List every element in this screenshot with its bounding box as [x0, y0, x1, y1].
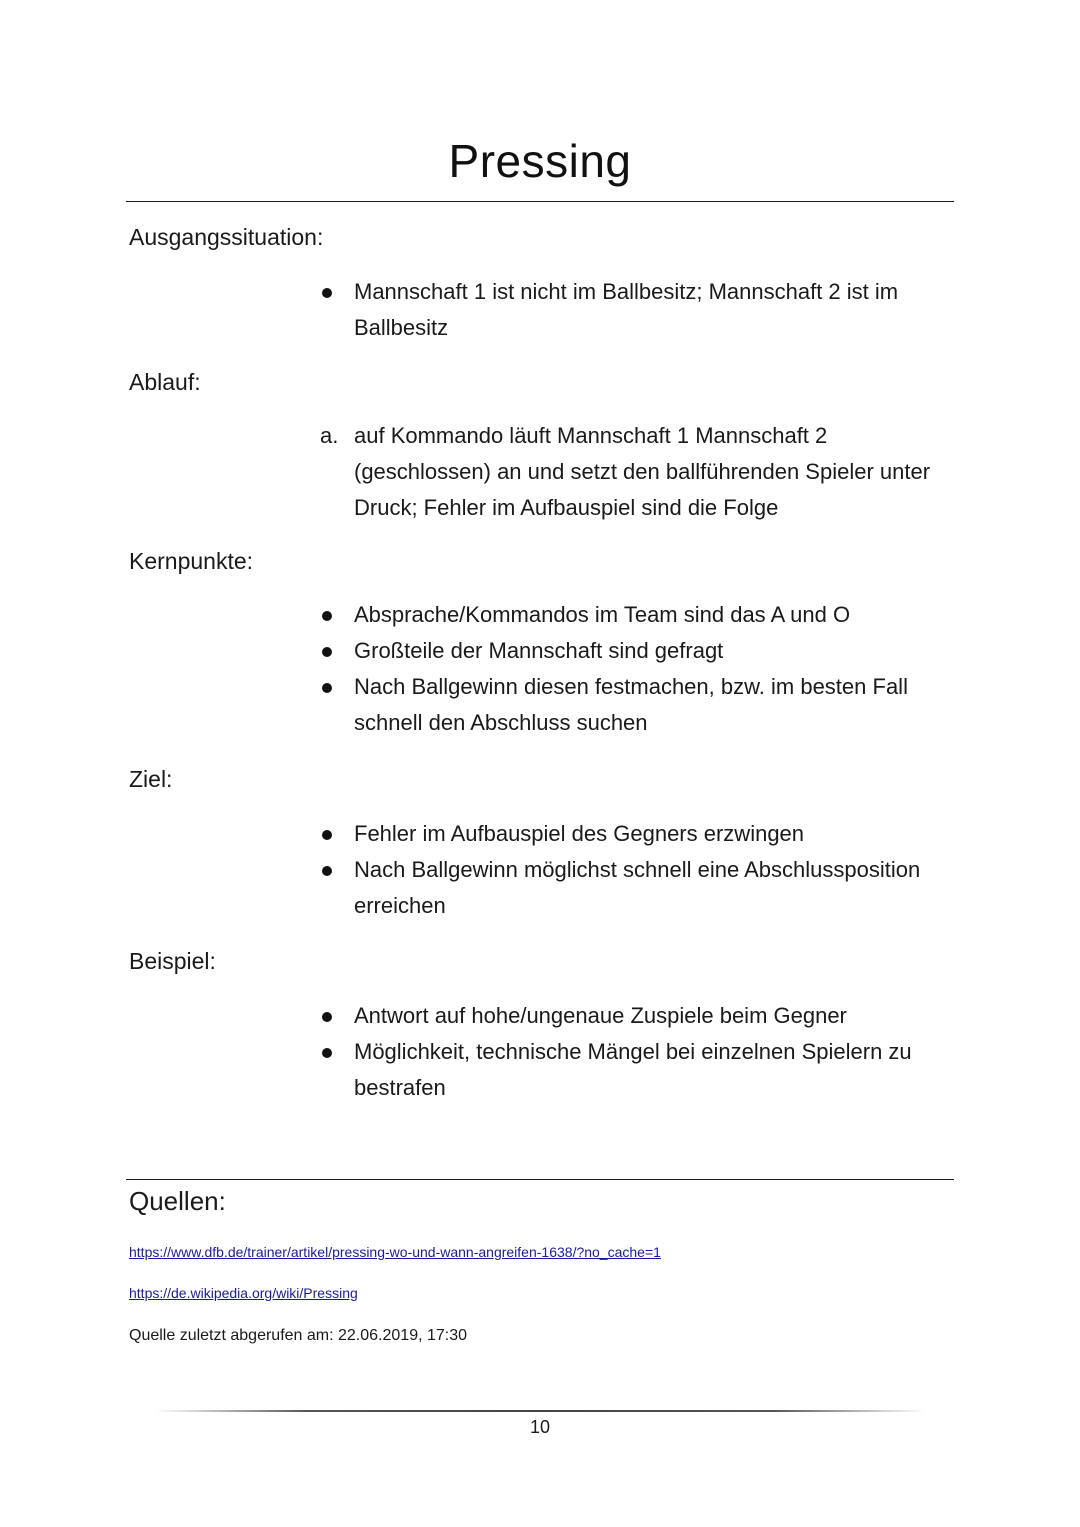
bullet-icon [322, 611, 332, 621]
list-item [320, 998, 960, 1034]
list-item-text: Möglichkeit, technische Mängel bei einzelnen Spielern zu bestrafen [354, 1039, 912, 1100]
list-item [320, 669, 960, 741]
list-item-text: Nach Ballgewinn diesen festmachen, bzw. im besten Fall schnell den Abschluss suchen [354, 674, 908, 735]
list-item-text: Großteile der Mannschaft sind gefragt [354, 638, 724, 663]
sources-accessed-note: Quelle zuletzt abgerufen am: 22.06.2019, 17:30 [129, 1327, 468, 1344]
list-beispiel [320, 998, 960, 1106]
bullet-icon [322, 1048, 332, 1058]
title-divider [126, 201, 954, 202]
sources-title: Quellen: [129, 1186, 226, 1216]
list-item [320, 418, 960, 526]
section-label-beispiel: Beispiel: [129, 948, 216, 974]
sources-divider [126, 1179, 954, 1180]
source-link-wikipedia[interactable]: https://de.wikipedia.org/wiki/Pressing [129, 1285, 358, 1301]
list-kernpunkte [320, 597, 960, 741]
list-item-text: auf Kommando läuft Mannschaft 1 Mannschaft 2 (geschlossen) an und setzt den ballführenden Spieler unter Druck; Fehler im Aufbauspiel sind die Folge [354, 423, 931, 520]
list-item-text: Antwort auf hohe/ungenaue Zuspiele beim Gegner [354, 1003, 847, 1028]
list-item-marker: a. [320, 423, 339, 448]
list-item [320, 597, 960, 633]
bullet-icon [322, 647, 332, 657]
bullet-icon [322, 288, 332, 298]
list-item-text: Fehler im Aufbauspiel des Gegners erzwingen [354, 821, 805, 846]
section-label-ausgangssituation: Ausgangssituation: [129, 224, 324, 250]
list-item-text: Nach Ballgewinn möglichst schnell eine Abschlussposition erreichen [354, 857, 921, 918]
list-ausgangssituation [320, 274, 960, 346]
list-item [320, 852, 960, 924]
list-ziel [320, 816, 960, 924]
bullet-icon [322, 683, 332, 693]
bullet-icon [322, 830, 332, 840]
list-item [320, 816, 960, 852]
section-label-kernpunkte: Kernpunkte: [129, 548, 254, 574]
page-title: Pressing [448, 135, 632, 187]
source-link-dfb[interactable]: https://www.dfb.de/trainer/artikel/pressing-wo-und-wann-angreifen-1638/?no_cache=1 [129, 1244, 661, 1260]
list-item [320, 274, 960, 346]
bullet-icon [322, 1012, 332, 1022]
list-item-text: Absprache/Kommandos im Team sind das A und O [354, 602, 851, 627]
list-item [320, 633, 960, 669]
list-item-text: Mannschaft 1 ist nicht im Ballbesitz; Mannschaft 2 ist im Ballbesitz [354, 279, 899, 340]
list-item [320, 1034, 960, 1106]
footer-divider [155, 1410, 925, 1412]
page-number: 10 [529, 1417, 551, 1437]
bullet-icon [322, 866, 332, 876]
section-label-ablauf: Ablauf: [129, 369, 201, 395]
list-ablauf [320, 418, 960, 526]
section-label-ziel: Ziel: [129, 766, 173, 792]
